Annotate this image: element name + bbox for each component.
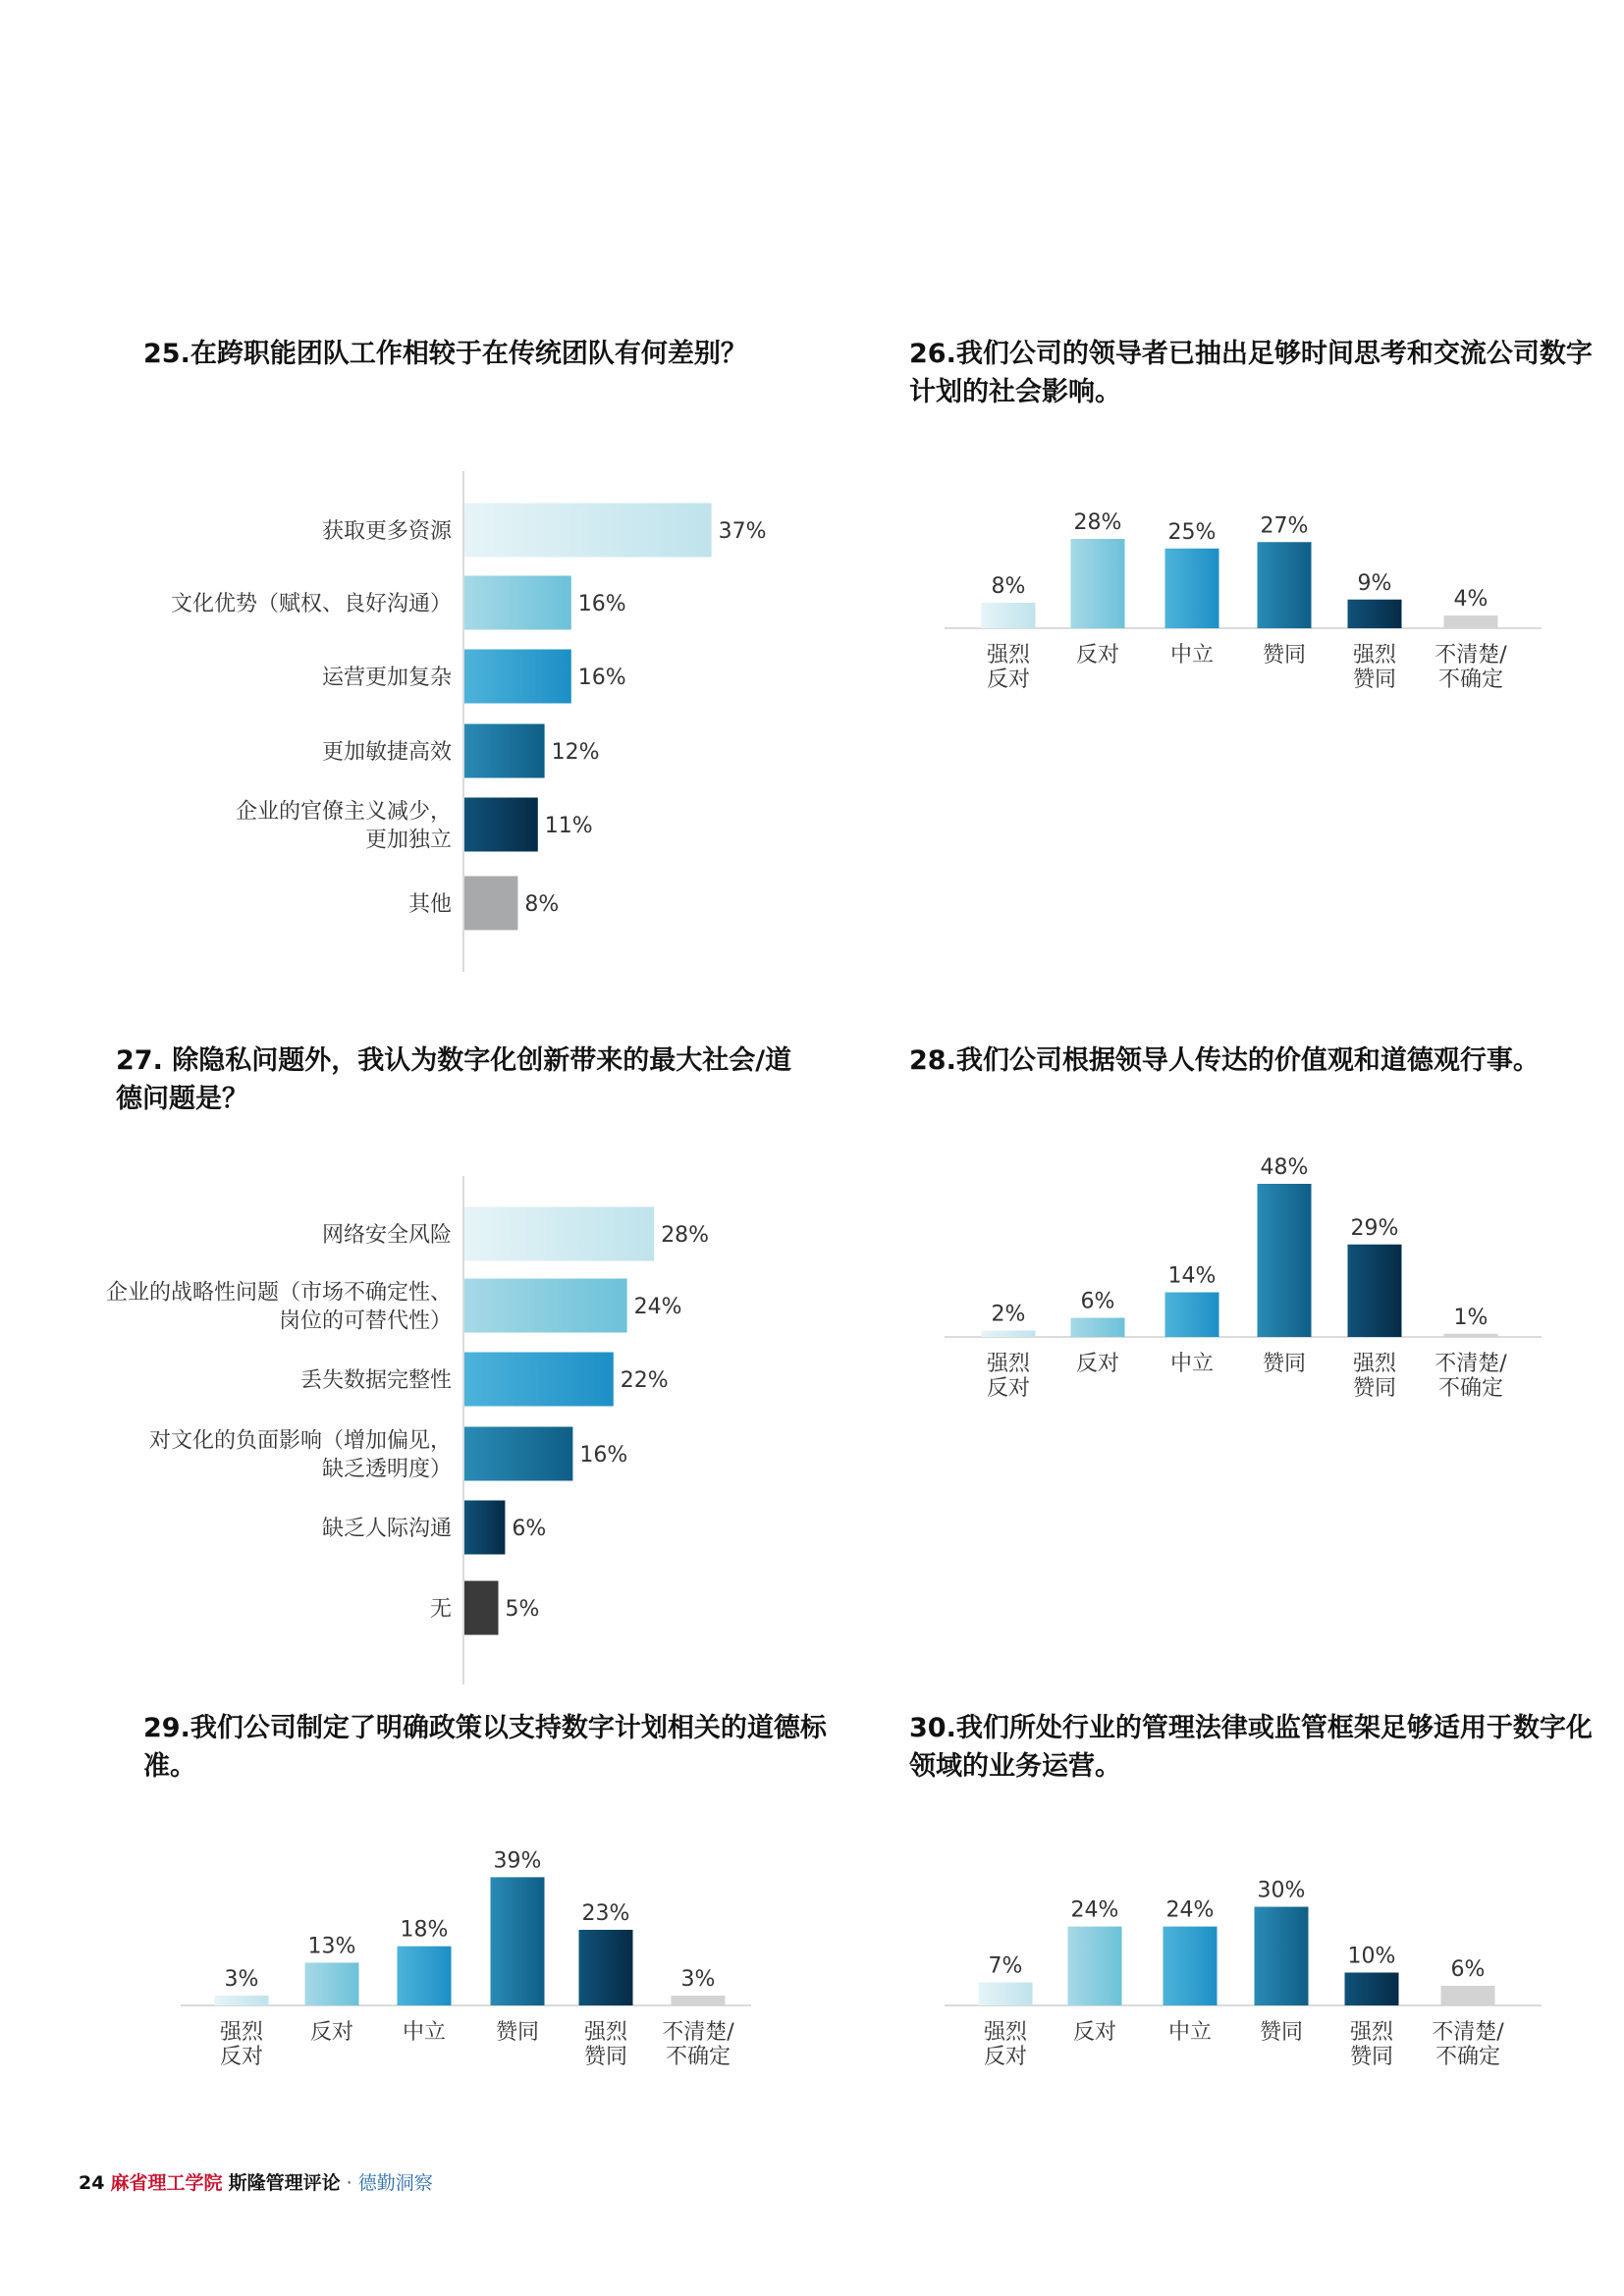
data-label: 37% xyxy=(718,519,767,544)
bar xyxy=(1345,1973,1399,2006)
bar xyxy=(672,1996,726,2005)
category-label-line: 运营更加复杂 xyxy=(321,666,452,690)
data-label: 6% xyxy=(1450,1956,1486,1982)
category-label-line: 赞同 xyxy=(583,2045,628,2069)
category-label-line: 文化优势（赋权、良好沟通） xyxy=(170,592,452,616)
category-label-line: 反对 xyxy=(309,2020,354,2045)
bar xyxy=(305,1962,359,2005)
bar xyxy=(215,1996,269,2005)
data-label: 6% xyxy=(1080,1289,1115,1314)
category-label-line: 赞同 xyxy=(1259,2020,1304,2045)
bar xyxy=(464,576,571,630)
page-number: 24 xyxy=(79,2172,105,2194)
category-label-line: 丢失数据完整性 xyxy=(299,1368,452,1393)
category-label-line: 强烈 xyxy=(1352,1352,1397,1376)
bar xyxy=(1444,1334,1498,1337)
category-label-line: 反对 xyxy=(1075,643,1120,667)
category-label-line: 反对 xyxy=(986,667,1031,692)
bar xyxy=(1165,1293,1219,1338)
bar xyxy=(1068,1927,1122,2005)
category-label-line: 不确定 xyxy=(1435,2045,1501,2069)
category-label xyxy=(1353,1352,1397,1401)
category-label-line: 企业的官僚主义减少， xyxy=(235,799,452,825)
category-label xyxy=(322,1223,452,1248)
chart-30-title-text: 我们所处行业的管理法律或监管框架足够适用于数字化领域的业务运营。 xyxy=(909,1713,1593,1782)
data-label: 23% xyxy=(581,1900,630,1926)
category-label xyxy=(236,800,452,853)
chart-27-title-text: 除隐私问题外，我认为数字化创新带来的最大社会/道德问题是？ xyxy=(116,1045,792,1114)
category-label xyxy=(1263,1352,1306,1376)
data-label: 9% xyxy=(1357,570,1392,596)
data-label: 12% xyxy=(551,740,600,765)
bar xyxy=(464,724,545,778)
bar xyxy=(464,1581,499,1635)
category-label-line: 赞同 xyxy=(1262,643,1307,667)
category-label-line: 强烈 xyxy=(986,643,1031,667)
chart-28-plot xyxy=(945,1155,1542,1401)
category-label-line: 中立 xyxy=(1169,643,1215,667)
bar xyxy=(464,650,571,704)
category-label xyxy=(300,1368,452,1393)
chart-25-number: 25. xyxy=(143,339,190,369)
category-label xyxy=(987,643,1031,692)
category-label-line: 更加独立 xyxy=(364,828,452,853)
chart-26-plot xyxy=(945,510,1542,692)
chart-27-number: 27. xyxy=(116,1045,163,1076)
data-label: 14% xyxy=(1167,1263,1217,1289)
category-label xyxy=(1076,1352,1119,1376)
bar xyxy=(1258,1184,1312,1337)
data-label: 28% xyxy=(661,1223,710,1248)
category-label xyxy=(1260,2020,1303,2045)
data-label: 24% xyxy=(633,1295,682,1319)
bar xyxy=(1444,615,1498,628)
category-label-line: 强烈 xyxy=(219,2020,264,2045)
chart-28-number: 28. xyxy=(909,1045,956,1076)
category-label-line: 中立 xyxy=(1167,2020,1213,2045)
bar xyxy=(1441,1986,1495,2005)
chart-30-plot xyxy=(945,1879,1542,2070)
category-label xyxy=(171,592,452,616)
data-label: 10% xyxy=(1347,1944,1396,1969)
bar xyxy=(982,603,1036,628)
chart-26-title-text: 我们公司的领导者已抽出足够时间思考和交流公司数字计划的社会影响。 xyxy=(909,339,1593,407)
category-label-line: 强烈 xyxy=(986,1352,1031,1376)
chart-28-title-text: 我们公司根据领导人传达的价值观和道德观行事。 xyxy=(955,1045,1540,1076)
data-label: 7% xyxy=(988,1953,1023,1979)
category-label-line: 强烈 xyxy=(583,2020,628,2045)
bar xyxy=(1165,549,1219,628)
category-label xyxy=(1353,643,1397,692)
category-label xyxy=(322,1517,452,1541)
data-label: 24% xyxy=(1165,1897,1215,1923)
category-label xyxy=(584,2020,628,2069)
category-label xyxy=(408,892,452,917)
category-label xyxy=(1076,643,1119,667)
chart-27-plot xyxy=(106,1176,709,1684)
category-label-line: 反对 xyxy=(1072,2020,1117,2045)
chart-30-number: 30. xyxy=(909,1713,956,1743)
category-label-line: 不清楚/ xyxy=(1432,2020,1504,2045)
category-label-line: 反对 xyxy=(219,2045,264,2069)
data-label: 3% xyxy=(680,1966,716,1992)
category-label-line: 不清楚/ xyxy=(1435,643,1507,667)
category-label-line: 其他 xyxy=(407,892,452,917)
data-label: 16% xyxy=(579,1443,628,1468)
category-label-line: 赞同 xyxy=(1262,1352,1307,1376)
category-label-line: 不确定 xyxy=(1437,667,1504,692)
category-label-line: 对文化的负面影响（增加偏见， xyxy=(148,1428,452,1454)
category-label-line: 不确定 xyxy=(1437,1376,1504,1401)
category-label-line: 更加敏捷高效 xyxy=(321,740,452,765)
category-label-line: 赞同 xyxy=(1352,1376,1397,1401)
bar xyxy=(579,1930,633,2005)
category-label-line: 缺乏人际沟通 xyxy=(321,1517,452,1541)
bar xyxy=(982,1331,1036,1338)
category-label xyxy=(1170,643,1214,667)
bar xyxy=(464,1279,627,1333)
data-label: 2% xyxy=(991,1302,1026,1327)
category-label-line: 获取更多资源 xyxy=(321,519,452,544)
category-label-line: 网络安全风险 xyxy=(321,1223,452,1248)
data-label: 11% xyxy=(544,814,593,838)
category-label xyxy=(496,2020,539,2045)
data-label: 29% xyxy=(1350,1215,1399,1241)
bar xyxy=(491,1877,545,2005)
footer-separator: · xyxy=(346,2172,352,2194)
category-label xyxy=(1073,2020,1116,2045)
chart-29-plot xyxy=(181,1848,751,2069)
category-label xyxy=(1435,1352,1507,1401)
category-label-line: 中立 xyxy=(402,2020,447,2045)
category-label xyxy=(220,2020,264,2069)
category-label-line: 赞同 xyxy=(495,2020,540,2045)
category-label-line: 赞同 xyxy=(1349,2045,1394,2069)
bar xyxy=(1071,539,1125,628)
bar xyxy=(464,1207,654,1261)
data-label: 4% xyxy=(1453,587,1489,612)
data-label: 1% xyxy=(1453,1305,1489,1330)
bar xyxy=(1255,1907,1309,2006)
data-label: 3% xyxy=(224,1966,259,1992)
bar xyxy=(979,1983,1033,2005)
data-label: 18% xyxy=(400,1917,449,1943)
data-label: 25% xyxy=(1167,519,1217,545)
chart-29-number: 29. xyxy=(143,1713,190,1743)
category-label-line: 不清楚/ xyxy=(1435,1352,1507,1376)
data-label: 24% xyxy=(1070,1897,1119,1923)
bar xyxy=(464,504,712,558)
footer-journal: 斯隆管理评论 xyxy=(228,2172,341,2194)
category-label-line: 无 xyxy=(429,1597,452,1622)
category-label-line: 不确定 xyxy=(665,2045,731,2069)
chart-25-title-text: 在跨职能团队工作相较于在传统团队有何差别？ xyxy=(189,339,747,369)
category-label-line: 强烈 xyxy=(983,2020,1028,2045)
category-label xyxy=(322,666,452,690)
data-label: 27% xyxy=(1260,513,1309,539)
data-label: 22% xyxy=(620,1368,669,1393)
data-label: 16% xyxy=(577,592,626,616)
category-label xyxy=(322,740,452,765)
category-label-line: 不清楚/ xyxy=(662,2020,734,2045)
category-label xyxy=(310,2020,353,2045)
bar xyxy=(398,1947,452,2005)
data-label: 6% xyxy=(512,1517,547,1541)
category-label xyxy=(1432,2020,1504,2069)
category-label xyxy=(984,2020,1028,2069)
data-label: 28% xyxy=(1073,510,1122,535)
chart-26-number: 26. xyxy=(909,339,956,369)
category-label xyxy=(430,1597,452,1622)
category-label xyxy=(987,1352,1031,1401)
category-label-line: 反对 xyxy=(983,2045,1028,2069)
category-label xyxy=(149,1429,452,1482)
category-label xyxy=(1170,1352,1214,1376)
category-label xyxy=(1435,643,1507,692)
category-label xyxy=(662,2020,734,2069)
bar xyxy=(1258,542,1312,628)
footer-institute: 麻省理工学院 xyxy=(110,2172,223,2194)
category-label-line: 反对 xyxy=(1075,1352,1120,1376)
data-label: 16% xyxy=(577,666,626,690)
data-label: 39% xyxy=(493,1848,542,1874)
category-label-line: 赞同 xyxy=(1352,667,1397,692)
category-label xyxy=(1168,2020,1212,2045)
data-label: 8% xyxy=(991,574,1026,599)
category-label xyxy=(322,519,453,544)
data-label: 48% xyxy=(1260,1155,1309,1180)
category-label xyxy=(106,1281,452,1334)
category-label xyxy=(403,2020,446,2045)
bar xyxy=(1348,1245,1402,1337)
data-label: 5% xyxy=(505,1597,540,1622)
bar xyxy=(464,1427,572,1481)
bar xyxy=(1071,1318,1125,1338)
chart-25-plot xyxy=(171,471,767,972)
page-footer xyxy=(79,2171,433,2195)
category-label xyxy=(1350,2020,1394,2069)
chart-29-title-text: 我们公司制定了明确政策以支持数字计划相关的道德标准。 xyxy=(143,1713,827,1782)
bar xyxy=(1164,1927,1218,2005)
bar xyxy=(464,877,517,931)
data-label: 30% xyxy=(1257,1878,1306,1903)
data-label: 13% xyxy=(307,1934,356,1959)
data-label: 8% xyxy=(524,892,560,917)
bar xyxy=(464,798,538,852)
category-label-line: 企业的战略性问题（市场不确定性、 xyxy=(105,1280,452,1306)
bar xyxy=(1348,600,1402,628)
category-label-line: 岗位的可替代性） xyxy=(278,1308,452,1334)
category-label-line: 强烈 xyxy=(1352,643,1397,667)
category-label-line: 中立 xyxy=(1169,1352,1215,1376)
category-label-line: 反对 xyxy=(986,1376,1031,1401)
footer-partner: 德勤洞察 xyxy=(357,2172,433,2194)
category-label-line: 强烈 xyxy=(1349,2020,1394,2045)
bar xyxy=(464,1353,614,1407)
bar xyxy=(464,1501,505,1555)
category-label-line: 缺乏透明度） xyxy=(321,1457,452,1482)
category-label xyxy=(1263,643,1306,667)
